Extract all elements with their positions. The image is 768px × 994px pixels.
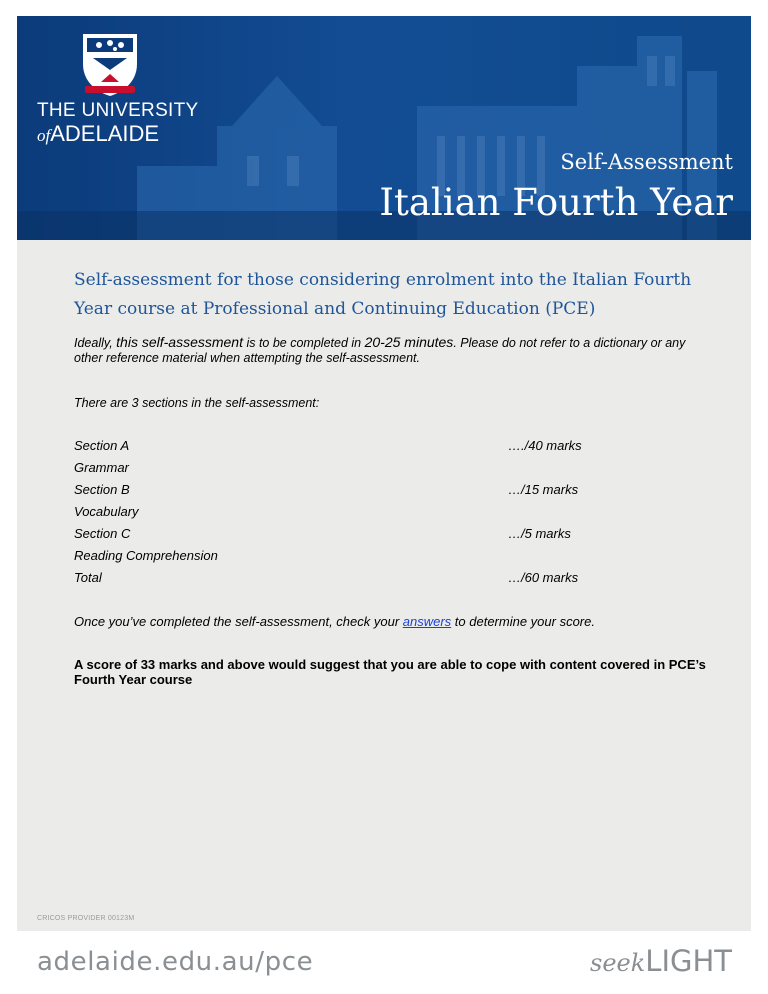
section-mark: …/60 marks <box>508 570 579 585</box>
page-heading: Self-assessment for those considering enrolment into the Italian Fourth Year course at Professional and Continuing Education (PCE) <box>74 270 692 319</box>
university-name-adelaide: ADELAIDE <box>50 121 160 146</box>
section-label: Vocabulary <box>74 504 139 519</box>
intro-text-b: this self-assessment <box>116 334 243 350</box>
light-word: LIGHT <box>645 944 732 978</box>
intro-text-c: is to be completed in <box>242 336 365 350</box>
university-name-line1: THE UNIVERSITY <box>37 100 199 121</box>
header-banner <box>17 16 751 240</box>
sections-intro: There are 3 sections in the self-assessment: <box>74 396 320 410</box>
section-mark: …/15 marks <box>508 482 579 497</box>
intro-paragraph <box>74 335 694 366</box>
intro-text-a: Ideally, <box>74 336 117 350</box>
university-name-line2 <box>37 121 159 147</box>
score-note: A score of 33 marks and above would suggest that you are able to cope with content covered in PCE’s Fourth Year course <box>74 657 706 687</box>
section-label: Total <box>74 570 102 585</box>
banner-title: Italian Fourth Year <box>379 181 733 224</box>
seek-word: seek <box>590 949 646 977</box>
check-text-b: to determine your score. <box>451 614 595 629</box>
section-label: Section A <box>74 438 130 453</box>
section-mark: …./40 marks <box>508 438 582 453</box>
intro-text-d: 20-25 minutes <box>364 334 454 350</box>
banner-subtitle: Self-Assessment <box>560 150 733 174</box>
section-label: Section B <box>74 482 130 497</box>
answers-link[interactable]: answers <box>402 614 452 629</box>
section-label: Section C <box>74 526 131 541</box>
check-text-a: Once you’ve completed the self-assessment, check your <box>74 614 403 629</box>
section-label: Reading Comprehension <box>74 548 218 563</box>
seek-light-logo <box>590 944 732 979</box>
check-answers-paragraph <box>74 614 595 629</box>
intro-text-e: . Please do not refer to a dictionary or any other reference material when attempting the self-assessment. <box>74 336 686 365</box>
footer-url: adelaide.edu.au/pce <box>37 947 314 977</box>
section-mark: …/5 marks <box>508 526 571 541</box>
cricos-provider: CRICOS PROVIDER 00123M <box>37 915 135 922</box>
university-crest-logo <box>79 30 141 98</box>
section-label: Grammar <box>74 460 129 475</box>
university-name-of: of <box>37 126 51 145</box>
